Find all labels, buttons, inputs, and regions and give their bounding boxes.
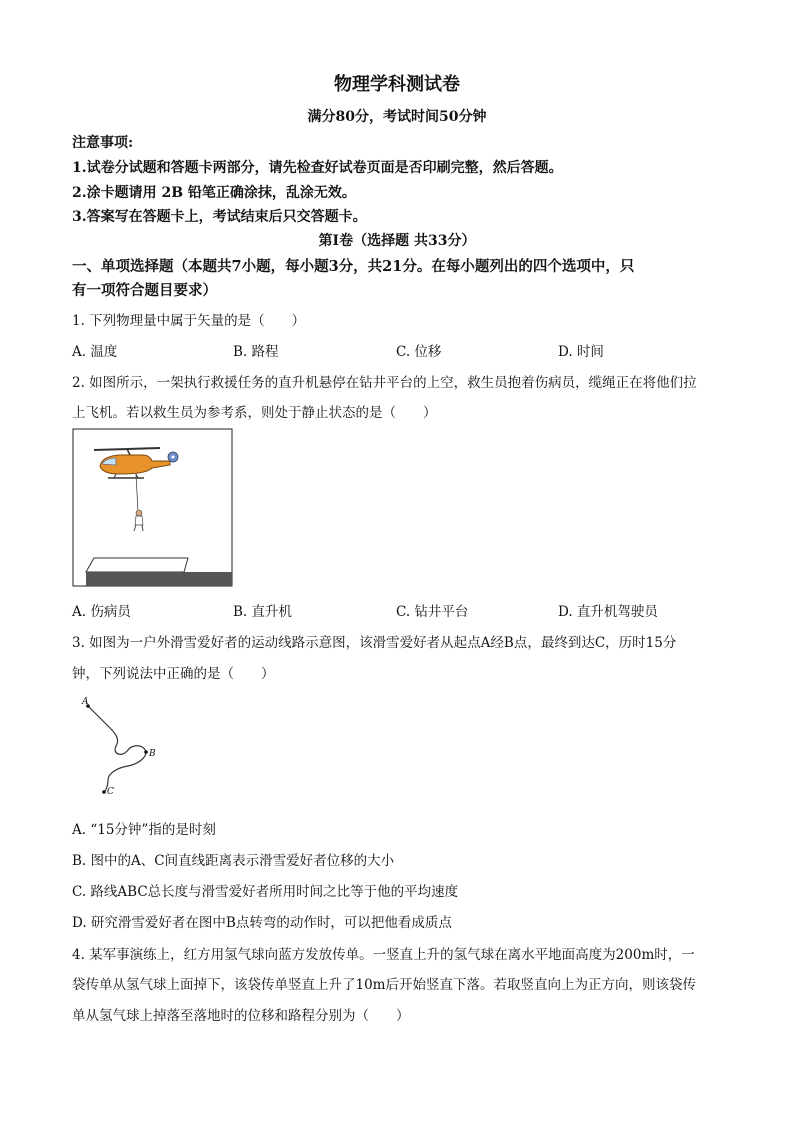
page-title: 物理学科测试卷 bbox=[334, 74, 460, 95]
question-3-option-b: B. 图中的A、C间直线距离表示滑雪爱好者位移的大小 bbox=[72, 853, 395, 869]
question-2-stem-line-1: 2. 如图所示，一架执行救援任务的直升机悬停在钻井平台的上空，救生员抱着伤病员，缆绳正在将他们拉 bbox=[72, 375, 697, 391]
question-1-option-c: C. 位移 bbox=[396, 344, 442, 360]
helicopter-rescue-figure bbox=[72, 428, 234, 588]
question-4-stem-line-3: 单从氢气球上掉落至落地时的位移和路程分别为（ ） bbox=[72, 1008, 410, 1024]
question-3-option-d: D. 研究滑雪爱好者在图中B点转弯的动作时，可以把他看成质点 bbox=[72, 915, 452, 931]
section-title: 第Ⅰ卷（选择题 共33分） bbox=[318, 233, 476, 249]
question-1-option-b: B. 路程 bbox=[233, 344, 279, 360]
question-2-option-c: C. 钻井平台 bbox=[396, 604, 469, 620]
part-instructions-line-1: 一、单项选择题（本题共7小题，每小题3分，共21分。在每小题列出的四个选项中，只 bbox=[72, 258, 635, 275]
question-4-stem-line-1: 4. 某军事演练上，红方用氢气球向蓝方发放传单。一竖直上升的氢气球在离水平地面高度为200m时，一 bbox=[72, 947, 695, 963]
notice-item-2: 2.涂卡题请用 2B 铅笔正确涂抹，乱涂无效。 bbox=[72, 185, 356, 201]
point-c-marker bbox=[102, 790, 106, 794]
ski-route-figure bbox=[74, 692, 164, 800]
point-a-label: A bbox=[82, 697, 89, 707]
question-1-option-a: A. 温度 bbox=[72, 344, 118, 360]
point-b-marker bbox=[144, 750, 148, 754]
notice-item-1: 1.试卷分试题和答题卡两部分，请先检查好试卷页面是否印刷完整，然后答题。 bbox=[72, 160, 563, 176]
ski-route-path bbox=[88, 706, 146, 792]
question-3-stem-line-2: 钟，下列说法中正确的是（ ） bbox=[72, 666, 275, 682]
question-4-stem-line-2: 袋传单从氢气球上面掉下，该袋传单竖直上升了10m后开始竖直下落。若取竖直向上为正方向，则该袋传 bbox=[72, 977, 696, 993]
question-3-option-a: A. “15分钟”指的是时刻 bbox=[72, 822, 216, 838]
notice-heading: 注意事项: bbox=[72, 135, 134, 151]
question-2-option-b: B. 直升机 bbox=[233, 604, 293, 620]
drilling-platform-base bbox=[86, 572, 232, 586]
question-3-option-c: C. 路线ABC总长度与滑雪爱好者所用时间之比等于他的平均速度 bbox=[72, 884, 459, 900]
question-2-option-a: A. 伤病员 bbox=[72, 604, 131, 620]
notice-item-3: 3.答案写在答题卡上，考试结束后只交答题卡。 bbox=[72, 209, 367, 225]
question-3-stem-line-1: 3. 如图为一户外滑雪爱好者的运动线路示意图，该滑雪爱好者从起点A经B点，最终到达C，历时15分 bbox=[72, 635, 677, 651]
point-b-label: B bbox=[149, 749, 156, 759]
question-1-stem: 1. 下列物理量中属于矢量的是（ ） bbox=[72, 313, 306, 329]
point-c-label: C bbox=[107, 787, 114, 797]
rescuer-figure bbox=[134, 510, 143, 531]
question-1-option-d: D. 时间 bbox=[558, 344, 604, 360]
question-2-stem-line-2: 上飞机。若以救生员为参考系，则处于静止状态的是（ ） bbox=[72, 405, 437, 421]
drilling-platform-top bbox=[86, 558, 188, 572]
part-instructions-line-2: 有一项符合题目要求） bbox=[72, 282, 217, 299]
rescue-rope bbox=[136, 474, 138, 512]
page-subtitle: 满分80分，考试时间50分钟 bbox=[307, 109, 487, 125]
question-2-option-d: D. 直升机驾驶员 bbox=[558, 604, 658, 620]
